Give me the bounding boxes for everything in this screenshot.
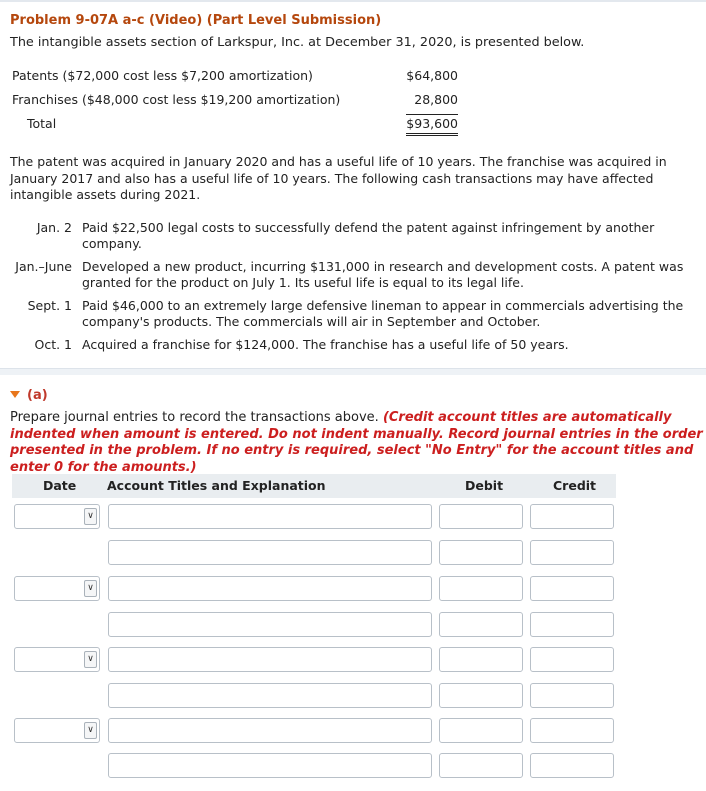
transaction-row [10,220,700,252]
journal-row [0,718,706,745]
instruction-note: (Credit account titles are automatically indented when amount is entered. Do not indent manually. Record journal entries in the order presented in the problem. If no entry is required, select "No Entry" for the account titles and enter 0 for the amounts.) [10,410,703,475]
asset-row-total [10,112,462,136]
transaction-date: Jan.–June [15,259,72,274]
problem-paragraph: The patent was acquired in January 2020 and has a useful life of 10 years. The franchise was acquired in January 2017 and also has a useful life of 10 years. The following cash transactions may have affected intangible assets during 2021. [10,154,667,202]
credit-input[interactable] [530,576,614,601]
account-title-input[interactable] [108,540,432,565]
credit-input[interactable] [530,683,614,708]
intangible-assets-table [10,64,462,136]
debit-input[interactable] [439,647,523,672]
header-date: Date [43,478,77,493]
header-credit: Credit [553,478,597,493]
date-select[interactable] [14,647,100,672]
journal-row [0,683,706,710]
credit-input[interactable] [530,612,614,637]
transaction-date: Oct. 1 [34,337,72,352]
top-divider [0,0,706,2]
part-label: (a) [27,388,48,403]
section-separator [0,368,706,375]
chevron-down-icon[interactable]: ∨ [84,722,97,739]
total-label: Total [27,116,57,131]
problem-title: Problem 9-07A a-c (Video) (Part Level Submission) [10,13,382,28]
journal-row [0,612,706,639]
header-debit: Debit [465,478,504,493]
transaction-text: Acquired a franchise for $124,000. The franchise has a useful life of 50 years. [82,337,569,352]
journal-table-header [12,474,616,498]
date-select[interactable] [14,504,100,529]
transactions-list [10,220,700,360]
account-title-input[interactable] [108,504,432,529]
transaction-row [10,337,700,353]
date-select[interactable] [14,576,100,601]
chevron-down-icon[interactable]: ∨ [84,580,97,597]
credit-input[interactable] [530,753,614,778]
account-title-input[interactable] [108,753,432,778]
debit-input[interactable] [439,753,523,778]
account-title-input[interactable] [108,576,432,601]
part-toggle[interactable] [10,388,48,403]
instruction-text: Prepare journal entries to record the transactions above. [10,410,379,425]
total-amount: $93,600 [406,114,458,136]
transaction-date: Sept. 1 [27,298,72,313]
transaction-row [10,298,700,330]
chevron-down-icon[interactable]: ∨ [84,651,97,668]
debit-input[interactable] [439,612,523,637]
debit-input[interactable] [439,576,523,601]
debit-input[interactable] [439,683,523,708]
asset-amount: 28,800 [414,92,458,107]
asset-amount: $64,800 [406,68,458,83]
asset-label: Franchises ($48,000 cost less $19,200 amortization) [12,92,341,107]
journal-row [0,753,706,780]
transaction-text: Paid $22,500 legal costs to successfully defend the patent against infringement by another company. [82,220,655,251]
debit-input[interactable] [439,718,523,743]
chevron-down-icon[interactable]: ∨ [84,508,97,525]
header-account: Account Titles and Explanation [107,478,326,493]
transaction-row [10,259,700,291]
asset-row-franchises [10,88,462,112]
asset-label: Patents ($72,000 cost less $7,200 amortization) [12,68,313,83]
credit-input[interactable] [530,718,614,743]
date-select[interactable] [14,718,100,743]
problem-intro: The intangible assets section of Larkspur, Inc. at December 31, 2020, is presented below. [10,35,585,50]
journal-row [0,504,706,531]
journal-row [0,576,706,603]
account-title-input[interactable] [108,647,432,672]
journal-row [0,647,706,674]
account-title-input[interactable] [108,683,432,708]
credit-input[interactable] [530,647,614,672]
transaction-date: Jan. 2 [36,220,72,235]
account-title-input[interactable] [108,718,432,743]
transaction-text: Developed a new product, incurring $131,000 in research and development costs. A patent was granted for the product on July 1. Its useful life is equal to its legal life. [82,259,684,290]
account-title-input[interactable] [108,612,432,637]
debit-input[interactable] [439,504,523,529]
credit-input[interactable] [530,540,614,565]
collapse-triangle-icon[interactable] [10,391,20,398]
credit-input[interactable] [530,504,614,529]
part-instructions [10,410,704,476]
debit-input[interactable] [439,540,523,565]
asset-row-patents [10,64,462,88]
transaction-text: Paid $46,000 to an extremely large defensive lineman to appear in commercials advertising the company's products. The commercials will air in September and October. [82,298,684,329]
journal-row [0,540,706,567]
